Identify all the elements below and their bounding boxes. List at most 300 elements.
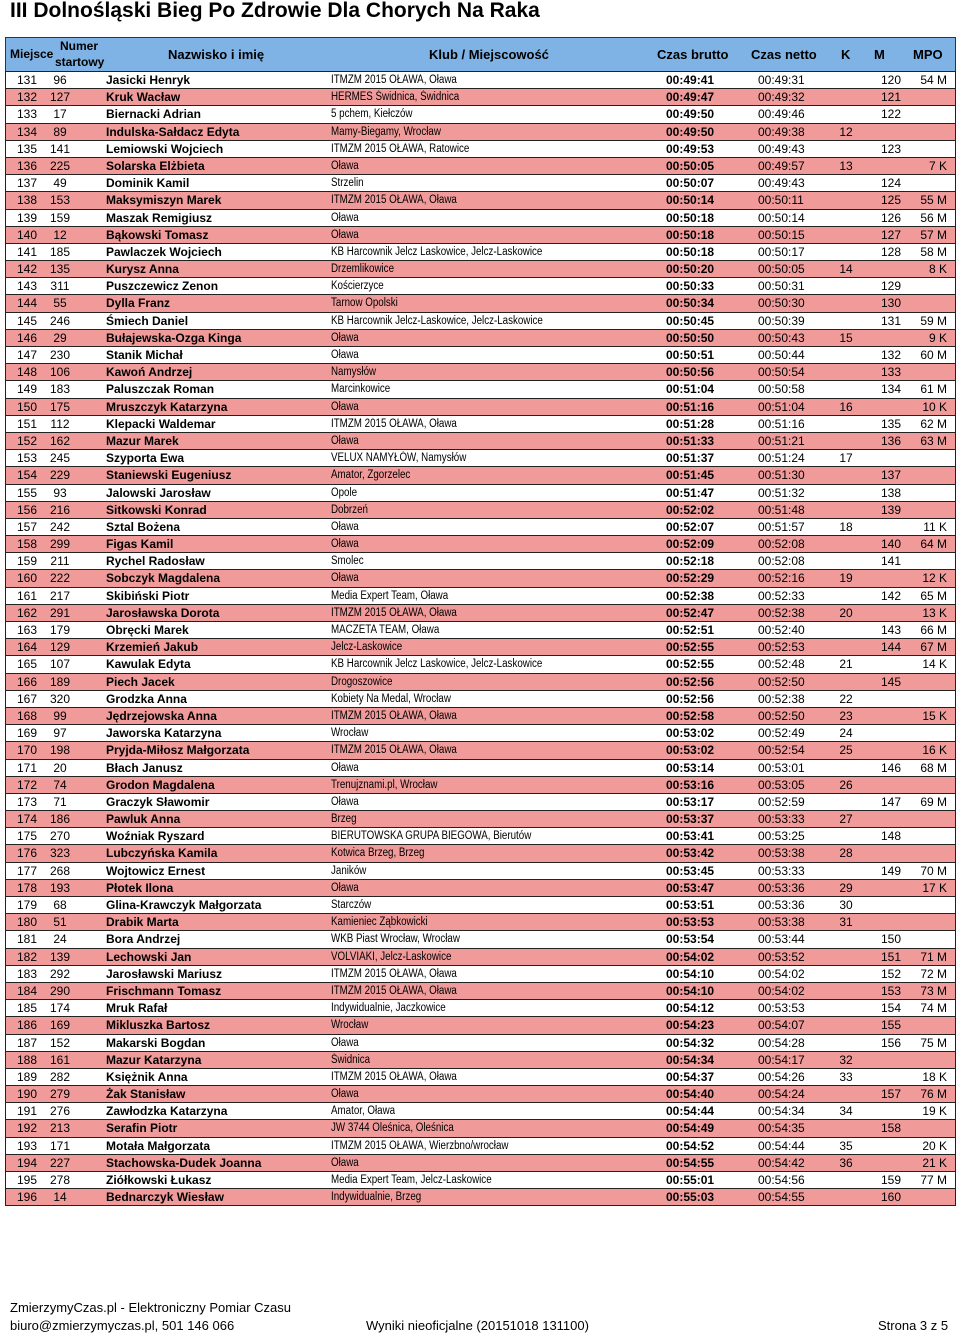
table-row <box>5 673 956 691</box>
cell-m: 130 <box>880 296 902 311</box>
cell-mpo: 12 K <box>922 571 947 586</box>
cell-time-netto: 00:54:56 <box>758 1173 805 1187</box>
cell-mpo: 74 M <box>920 1001 947 1016</box>
cell-m: 133 <box>880 365 902 380</box>
cell-place: 166 <box>16 674 38 689</box>
cell-k: 33 <box>839 1069 853 1084</box>
cell-name: Płotek Ilona <box>106 880 174 895</box>
cell-name: Mikluszka Bartosz <box>106 1018 211 1033</box>
cell-mpo: 67 M <box>920 640 947 655</box>
cell-time-brutto: 00:52:56 <box>666 674 715 689</box>
cell-number: 211 <box>50 554 70 569</box>
table-row <box>5 71 956 89</box>
table-row <box>5 501 956 519</box>
cell-place: 148 <box>16 365 38 380</box>
table-row <box>5 965 956 983</box>
cell-m: 152 <box>880 966 902 981</box>
table-row <box>5 982 956 1000</box>
cell-m: 137 <box>880 468 902 483</box>
cell-mpo: 68 M <box>920 760 947 775</box>
cell-k: 29 <box>839 880 853 895</box>
cell-time-netto: 00:54:02 <box>758 966 805 981</box>
header-place: Miejsce <box>10 47 54 61</box>
cell-time-netto: 00:52:38 <box>758 691 805 706</box>
cell-place: 174 <box>16 812 38 827</box>
cell-mpo: 21 K <box>922 1155 947 1170</box>
cell-number: 174 <box>49 1001 71 1016</box>
cell-k: 25 <box>839 743 853 758</box>
cell-name: Mruk Rafał <box>106 1001 168 1016</box>
cell-name: Piech Jacek <box>106 674 175 689</box>
cell-m: 136 <box>880 433 902 448</box>
cell-time-brutto: 00:53:02 <box>666 743 715 758</box>
cell-club: Kamieniec Ząbkowicki <box>331 916 428 929</box>
cell-time-netto: 00:51:04 <box>758 399 805 414</box>
cell-number: 279 <box>49 1087 71 1102</box>
cell-time-netto: 00:54:44 <box>758 1138 805 1153</box>
cell-m: 123 <box>880 141 902 156</box>
cell-time-brutto: 00:51:45 <box>666 468 715 483</box>
cell-name: Żak Stanisław <box>106 1087 186 1102</box>
cell-m: 142 <box>880 588 902 603</box>
cell-time-netto: 00:49:57 <box>758 158 805 173</box>
cell-name: Dylla Franz <box>106 296 171 311</box>
cell-time-netto: 00:54:55 <box>758 1190 805 1205</box>
cell-name: Serafin Piotr <box>106 1121 178 1136</box>
cell-place: 161 <box>16 588 38 603</box>
cell-number: 193 <box>49 880 71 895</box>
cell-time-brutto: 00:49:50 <box>666 124 715 139</box>
cell-place: 177 <box>16 863 38 878</box>
cell-name: Rychel Radosław <box>106 554 205 569</box>
table-row <box>5 948 956 966</box>
table-row <box>5 1068 956 1086</box>
table-row <box>5 1119 956 1137</box>
cell-m: 160 <box>880 1190 902 1205</box>
cell-k: 17 <box>839 451 853 466</box>
cell-club: Drogoszowice <box>331 675 393 688</box>
cell-time-netto: 00:50:39 <box>758 313 805 328</box>
cell-time-brutto: 00:54:02 <box>666 949 715 964</box>
cell-time-brutto: 00:54:32 <box>666 1035 715 1050</box>
cell-number: 268 <box>49 863 71 878</box>
header-netto: Czas netto <box>751 47 817 62</box>
cell-mpo: 71 M <box>920 949 947 964</box>
cell-time-brutto: 00:49:47 <box>666 90 715 105</box>
cell-club: ITMZM 2015 OŁAWA, Oława <box>331 194 457 207</box>
table-row <box>5 1171 956 1189</box>
table-row <box>5 209 956 227</box>
cell-club: ITMZM 2015 OŁAWA, Oława <box>331 709 457 722</box>
cell-time-netto: 00:52:08 <box>758 554 805 569</box>
cell-place: 160 <box>16 571 38 586</box>
cell-time-brutto: 00:53:54 <box>666 932 715 947</box>
cell-mpo: 59 M <box>920 313 947 328</box>
cell-number: 74 <box>53 777 67 792</box>
cell-number: 141 <box>49 141 71 156</box>
cell-time-netto: 00:52:50 <box>758 708 805 723</box>
cell-place: 175 <box>16 829 38 844</box>
cell-club: VOLVIAKI, Jelcz-Laskowice <box>331 950 452 963</box>
cell-time-netto: 00:52:33 <box>758 588 805 603</box>
cell-number: 245 <box>49 451 71 466</box>
cell-place: 171 <box>16 760 38 775</box>
cell-club: Opole <box>331 486 358 499</box>
table-row <box>5 776 956 794</box>
cell-place: 158 <box>16 537 38 552</box>
table-row <box>5 827 956 845</box>
cell-m: 120 <box>880 73 902 87</box>
cell-k: 28 <box>839 846 853 861</box>
cell-name: Kawoń Andrzej <box>106 365 193 380</box>
cell-time-netto: 00:54:42 <box>758 1155 805 1170</box>
cell-number: 290 <box>49 983 71 998</box>
table-row <box>5 759 956 777</box>
cell-number: 127 <box>49 90 71 105</box>
table-row <box>5 1137 956 1155</box>
table-row <box>5 913 956 931</box>
cell-m: 153 <box>880 983 902 998</box>
cell-mpo: 17 K <box>922 880 947 895</box>
cell-number: 93 <box>53 485 67 500</box>
cell-name: Lemiowski Wojciech <box>106 141 224 156</box>
cell-name: Makarski Bogdan <box>106 1035 206 1050</box>
cell-time-netto: 00:53:36 <box>758 898 805 912</box>
cell-number: 20 <box>53 760 67 775</box>
cell-number: 96 <box>53 73 67 87</box>
cell-mpo: 15 K <box>922 708 947 723</box>
cell-m: 140 <box>880 537 902 552</box>
cell-time-brutto: 00:50:51 <box>666 348 715 362</box>
cell-time-netto: 00:52:38 <box>758 605 805 620</box>
cell-time-netto: 00:53:38 <box>758 846 805 861</box>
cell-club: ITMZM 2015 OŁAWA, Oława <box>331 606 457 619</box>
cell-name: Lubczyńska Kamila <box>106 846 218 861</box>
cell-place: 167 <box>16 691 38 706</box>
cell-place: 193 <box>16 1138 38 1153</box>
cell-time-netto: 00:54:35 <box>758 1121 805 1136</box>
cell-club: Kościerzyce <box>331 280 384 293</box>
cell-name: Krzemień Jakub <box>106 640 199 655</box>
cell-place: 140 <box>16 227 38 242</box>
cell-time-brutto: 00:54:10 <box>666 966 715 981</box>
cell-time-netto: 00:53:44 <box>758 932 805 947</box>
cell-time-netto: 00:51:48 <box>758 502 805 517</box>
cell-club: KB Harcownik Jelcz-Laskowice, Jelcz-Laskowice <box>331 314 543 327</box>
cell-time-netto: 00:49:43 <box>758 176 805 191</box>
cell-k: 31 <box>839 915 853 930</box>
cell-k: 12 <box>839 124 853 139</box>
cell-place: 182 <box>16 949 38 964</box>
cell-time-netto: 00:51:57 <box>758 519 805 534</box>
cell-name: Maksymiszyn Marek <box>106 193 222 208</box>
cell-time-netto: 00:53:01 <box>758 760 805 775</box>
table-row <box>5 655 956 673</box>
cell-place: 132 <box>16 90 38 105</box>
cell-name: Sztal Bożena <box>106 519 181 534</box>
cell-time-brutto: 00:50:56 <box>666 365 715 380</box>
cell-mpo: 54 M <box>920 73 947 87</box>
cell-mpo: 9 K <box>928 330 947 345</box>
cell-time-brutto: 00:54:44 <box>666 1104 715 1119</box>
cell-m: 124 <box>880 176 902 191</box>
cell-number: 162 <box>49 433 71 448</box>
cell-time-netto: 00:52:16 <box>758 571 805 586</box>
cell-number: 24 <box>53 932 67 947</box>
cell-place: 157 <box>16 519 38 534</box>
cell-number: 112 <box>50 416 70 431</box>
cell-place: 190 <box>16 1087 38 1102</box>
cell-club: Amator, Zgorzelec <box>331 469 411 482</box>
header-name: Nazwisko i imię <box>168 47 265 62</box>
cell-name: Klepacki Waldemar <box>106 416 216 431</box>
cell-place: 159 <box>16 554 38 569</box>
cell-k: 27 <box>839 812 853 827</box>
table-row <box>5 277 956 295</box>
cell-mpo: 19 K <box>922 1104 947 1119</box>
cell-club: Wrocław <box>331 1019 369 1032</box>
cell-number: 179 <box>49 623 71 637</box>
cell-m: 125 <box>880 193 902 208</box>
cell-m: 143 <box>880 623 902 637</box>
cell-time-brutto: 00:51:47 <box>666 485 715 500</box>
cell-place: 138 <box>16 193 38 208</box>
cell-name: Jaworska Katarzyna <box>106 726 222 741</box>
cell-number: 229 <box>49 468 71 483</box>
cell-time-brutto: 00:54:49 <box>666 1121 715 1136</box>
cell-club: ITMZM 2015 OŁAWA, Oława <box>331 1070 457 1083</box>
cell-number: 230 <box>49 348 71 362</box>
cell-club: ITMZM 2015 OŁAWA, Oława <box>331 967 457 980</box>
cell-number: 299 <box>49 537 71 552</box>
cell-time-netto: 00:53:33 <box>758 863 805 878</box>
cell-name: Zawłodzka Katarzyna <box>106 1104 228 1119</box>
cell-time-brutto: 00:52:58 <box>666 708 715 723</box>
cell-time-netto: 00:54:28 <box>758 1035 805 1050</box>
table-row <box>5 415 956 433</box>
cell-number: 49 <box>53 176 67 191</box>
cell-k: 22 <box>839 691 853 706</box>
table-row <box>5 638 956 656</box>
cell-time-brutto: 00:53:02 <box>666 726 715 741</box>
cell-name: Pawlaczek Wojciech <box>106 244 222 259</box>
cell-place: 137 <box>16 176 38 191</box>
table-row <box>5 140 956 158</box>
cell-m: 156 <box>880 1035 902 1050</box>
cell-mpo: 18 K <box>922 1069 947 1084</box>
cell-name: Sitkowski Konrad <box>106 502 207 517</box>
cell-club: Brzeg <box>331 813 357 826</box>
cell-name: Mazur Katarzyna <box>106 1052 202 1067</box>
cell-club: VELUX NAMYŁÓW, Namysłów <box>331 452 467 465</box>
cell-time-netto: 00:54:26 <box>758 1069 805 1084</box>
cell-mpo: 73 M <box>920 983 947 998</box>
cell-club: Dobrzeń <box>331 503 368 516</box>
cell-time-netto: 00:51:24 <box>758 451 805 466</box>
cell-place: 176 <box>16 846 38 861</box>
cell-time-brutto: 00:53:53 <box>666 915 715 930</box>
cell-club: Starczów <box>331 899 372 911</box>
cell-time-netto: 00:52:59 <box>758 794 805 809</box>
cell-mpo: 61 M <box>920 382 947 397</box>
cell-m: 141 <box>880 554 902 569</box>
cell-club: Oława <box>331 881 359 894</box>
cell-mpo: 69 M <box>920 794 947 809</box>
cell-time-brutto: 00:49:41 <box>666 73 715 87</box>
cell-club: Namysłów <box>331 366 377 379</box>
cell-name: Stanik Michał <box>106 348 183 362</box>
cell-time-brutto: 00:51:16 <box>666 399 715 414</box>
cell-time-brutto: 00:54:34 <box>666 1052 715 1067</box>
cell-k: 18 <box>839 519 853 534</box>
cell-number: 17 <box>53 107 67 122</box>
cell-m: 159 <box>880 1173 902 1187</box>
table-row <box>5 930 956 948</box>
cell-time-netto: 00:50:44 <box>758 348 805 362</box>
cell-club: Oława <box>331 538 359 551</box>
cell-number: 185 <box>49 244 71 259</box>
table-row <box>5 810 956 828</box>
cell-place: 133 <box>16 107 38 122</box>
cell-k: 24 <box>839 726 853 741</box>
table-header <box>5 37 956 72</box>
cell-time-brutto: 00:50:33 <box>666 279 715 294</box>
cell-time-brutto: 00:53:45 <box>666 863 715 878</box>
cell-place: 169 <box>16 726 38 741</box>
cell-time-netto: 00:51:30 <box>758 468 805 483</box>
cell-time-brutto: 00:52:56 <box>666 691 715 706</box>
cell-time-netto: 00:53:53 <box>758 1001 805 1016</box>
cell-m: 149 <box>880 863 902 878</box>
cell-club: Wrocław <box>331 727 369 740</box>
cell-club: ITMZM 2015 OŁAWA, Ratowice <box>331 142 470 155</box>
cell-time-netto: 00:53:25 <box>758 829 805 844</box>
cell-club: Oława <box>331 1088 359 1101</box>
cell-number: 198 <box>49 743 71 758</box>
table-row <box>5 1085 956 1103</box>
cell-club: ITMZM 2015 OŁAWA, Oława <box>331 744 457 757</box>
cell-club: Media Expert Team, Oława <box>331 589 449 602</box>
page-title: III Dolnośląski Bieg Po Zdrowie Dla Chorych Na Raka <box>10 0 540 22</box>
cell-place: 153 <box>16 451 38 466</box>
cell-time-netto: 00:53:33 <box>758 812 805 827</box>
cell-m: 145 <box>880 674 902 689</box>
cell-m: 157 <box>880 1087 902 1102</box>
cell-time-brutto: 00:50:07 <box>666 176 715 191</box>
header-m: M <box>874 47 885 62</box>
cell-time-netto: 00:54:17 <box>758 1052 805 1067</box>
cell-k: 23 <box>839 708 853 723</box>
cell-club: Oława <box>331 228 359 241</box>
cell-club: Drzemlikowice <box>331 263 395 276</box>
cell-place: 163 <box>16 623 38 637</box>
cell-name: Śmiech Daniel <box>106 313 189 328</box>
cell-name: Frischmann Tomasz <box>106 983 222 998</box>
cell-time-netto: 00:52:08 <box>758 537 805 552</box>
cell-time-brutto: 00:50:50 <box>666 330 715 345</box>
cell-time-brutto: 00:52:51 <box>666 623 715 637</box>
cell-m: 128 <box>880 244 902 259</box>
cell-m: 129 <box>880 279 902 294</box>
cell-m: 122 <box>880 107 902 122</box>
cell-number: 270 <box>49 829 71 844</box>
cell-name: Biernacki Adrian <box>106 107 201 122</box>
cell-name: Jarosławska Dorota <box>106 605 220 620</box>
cell-m: 121 <box>880 90 902 105</box>
cell-place: 165 <box>16 657 38 672</box>
cell-number: 320 <box>49 691 71 706</box>
header-mpo: MPO <box>913 47 943 62</box>
table-row <box>5 174 956 192</box>
cell-m: 150 <box>880 932 902 947</box>
table-row <box>5 896 956 914</box>
cell-place: 194 <box>16 1155 38 1170</box>
table-row <box>5 346 956 364</box>
table-row <box>5 741 956 759</box>
cell-club: Oława <box>331 349 359 361</box>
cell-number: 51 <box>53 915 67 930</box>
cell-mpo: 13 K <box>922 605 947 620</box>
table-row <box>5 552 956 570</box>
cell-club: Oława <box>331 400 359 413</box>
cell-place: 162 <box>16 605 38 620</box>
cell-club: Oława <box>331 1156 359 1169</box>
cell-club: Trenujznami.pl, Wrocław <box>331 778 438 791</box>
table-row <box>5 466 956 484</box>
cell-club: Oława <box>331 572 359 585</box>
cell-place: 150 <box>16 399 38 414</box>
cell-club: Marcinkowice <box>331 383 391 396</box>
table-row <box>5 260 956 278</box>
cell-time-brutto: 00:53:41 <box>666 829 715 844</box>
cell-number: 276 <box>49 1104 71 1119</box>
cell-place: 180 <box>16 915 38 930</box>
cell-mpo: 8 K <box>928 262 947 277</box>
cell-time-brutto: 00:54:40 <box>666 1087 715 1102</box>
cell-mpo: 77 M <box>920 1173 947 1187</box>
cell-club: Oława <box>331 795 359 808</box>
cell-number: 107 <box>49 657 71 672</box>
cell-time-brutto: 00:54:55 <box>666 1155 715 1170</box>
cell-k: 30 <box>839 898 853 912</box>
cell-number: 171 <box>49 1138 71 1153</box>
cell-time-netto: 00:54:34 <box>758 1104 805 1119</box>
cell-mpo: 60 M <box>920 348 947 362</box>
cell-name: Staniewski Eugeniusz <box>106 468 232 483</box>
cell-k: 32 <box>839 1052 853 1067</box>
cell-number: 225 <box>49 158 71 173</box>
cell-mpo: 62 M <box>920 416 947 431</box>
cell-place: 196 <box>16 1190 38 1205</box>
cell-name: Pryjda-Miłosz Małgorzata <box>106 743 250 758</box>
cell-time-brutto: 00:55:03 <box>666 1190 715 1205</box>
cell-mpo: 14 K <box>922 657 947 672</box>
table-row <box>5 862 956 880</box>
cell-time-brutto: 00:54:37 <box>666 1069 715 1084</box>
cell-mpo: 20 K <box>922 1138 947 1153</box>
table-row <box>5 312 956 330</box>
cell-m: 126 <box>880 210 902 225</box>
cell-number: 29 <box>53 330 67 345</box>
cell-number: 216 <box>49 502 71 517</box>
cell-number: 175 <box>49 399 71 414</box>
table-row <box>5 724 956 742</box>
cell-m: 134 <box>880 382 902 397</box>
cell-club: Indywidualnie, Brzeg <box>331 1191 422 1204</box>
table-row <box>5 1188 956 1206</box>
cell-time-netto: 00:51:16 <box>758 416 805 431</box>
cell-club: Oława <box>331 434 359 447</box>
